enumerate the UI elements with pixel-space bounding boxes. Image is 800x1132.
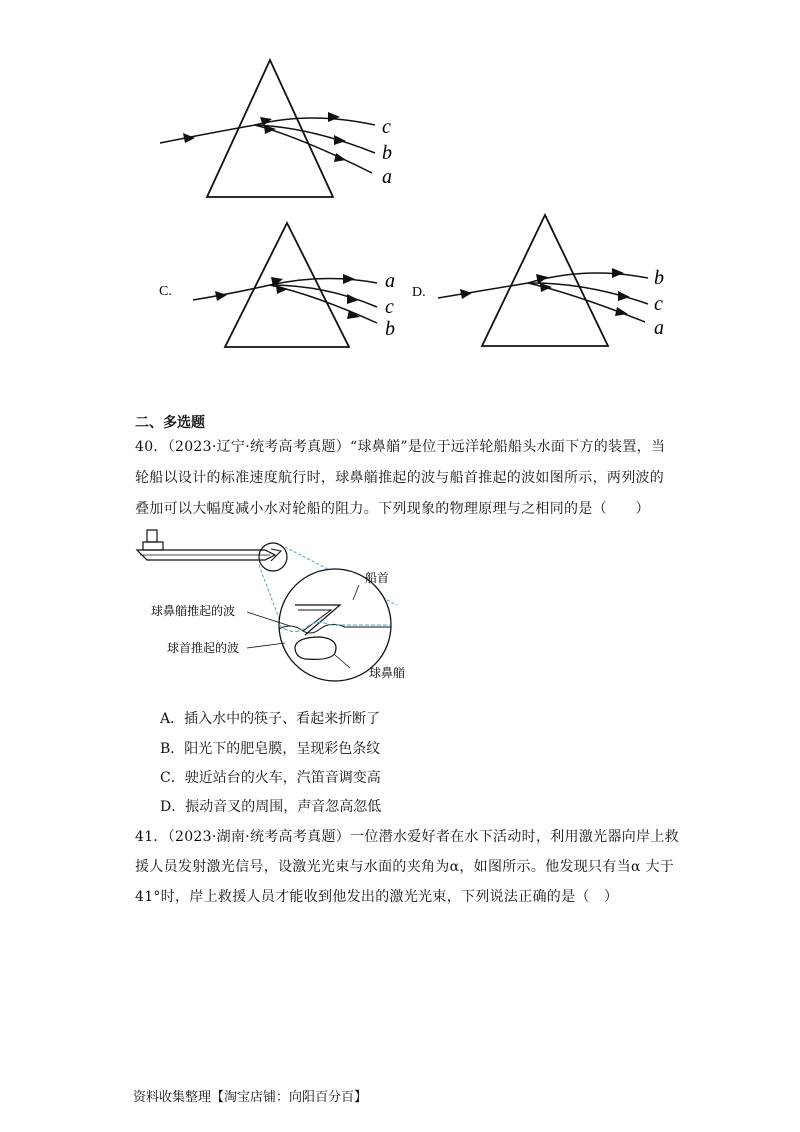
option-d-label: D. <box>412 285 426 300</box>
q40-line-2: 轮船以设计的标准速度航行时，球鼻艏推起的波与船首推起的波如图所示，两列波的 <box>135 470 665 486</box>
prism-triangle <box>482 215 608 346</box>
option-c-label: C. <box>159 284 172 299</box>
ray-a <box>255 125 372 173</box>
q40-line-3: 叠加可以大幅度减小水对轮船的阻力。下列现象的物理原理与之相同的是（ ） <box>135 501 650 517</box>
q40-line-1: 40．（2023·辽宁·统考高考真题）“球鼻艏”是位于远洋轮船船头水面下方的装置，当 <box>135 439 666 455</box>
label-bulb: 球鼻艏 <box>369 666 406 680</box>
ray-label-3: b <box>385 318 395 340</box>
prism-figure-top <box>150 55 410 205</box>
label-bulb-wave: 球鼻艏推起的波 <box>151 604 236 618</box>
label-bow: 船首 <box>365 571 390 585</box>
q40-option-b[interactable]: B．阳光下的肥皂膜，呈现彩色条纹 <box>160 741 381 757</box>
q40-option-d[interactable]: D．振动音叉的周围，声音忽高忽低 <box>160 799 382 815</box>
ray-label-2: c <box>654 293 663 315</box>
incident-ray <box>160 125 255 143</box>
ray-c <box>255 118 375 125</box>
ray-label-2: b <box>382 142 392 164</box>
prism-figure-d <box>410 210 680 355</box>
q41-line-3: 41°时，岸上救援人员才能收到他发出的激光光束，下列说法正确的是（ ） <box>135 889 619 905</box>
q41-line-2: 援人员发射激光信号，设激光光束与水面的夹角为α，如图所示。他发现只有当α 大于 <box>135 859 675 875</box>
ray-label-1: b <box>654 267 664 289</box>
ray-label-1: a <box>385 270 395 292</box>
q40-option-a[interactable]: A．插入水中的筷子、看起来折断了 <box>160 711 381 727</box>
ship-icon <box>137 530 275 560</box>
label-bow-wave: 球首推起的波 <box>167 641 240 655</box>
bulbous-bow-figure <box>135 525 425 690</box>
ray-label-3: a <box>654 317 664 339</box>
ray-label-2: c <box>385 296 394 318</box>
prism-figure-c <box>155 215 405 355</box>
incident-ray <box>438 283 528 298</box>
q40-option-c[interactable]: C．驶近站台的火车，汽笛音调变高 <box>160 770 381 786</box>
incident-ray <box>193 285 270 300</box>
zoom-source-circle <box>259 543 287 571</box>
ray-a <box>270 278 377 285</box>
q41-line-1: 41．（2023·湖南·统考高考真题）一位潜水爱好者在水下活动时，利用激光器向岸上救 <box>135 829 679 845</box>
ray-label-1: c <box>382 116 391 138</box>
section-title: 二、多选题 <box>135 415 205 431</box>
ray-label-3: a <box>382 166 392 188</box>
footer-note: 资料收集整理【淘宝店铺：向阳百分百】 <box>133 1090 368 1105</box>
